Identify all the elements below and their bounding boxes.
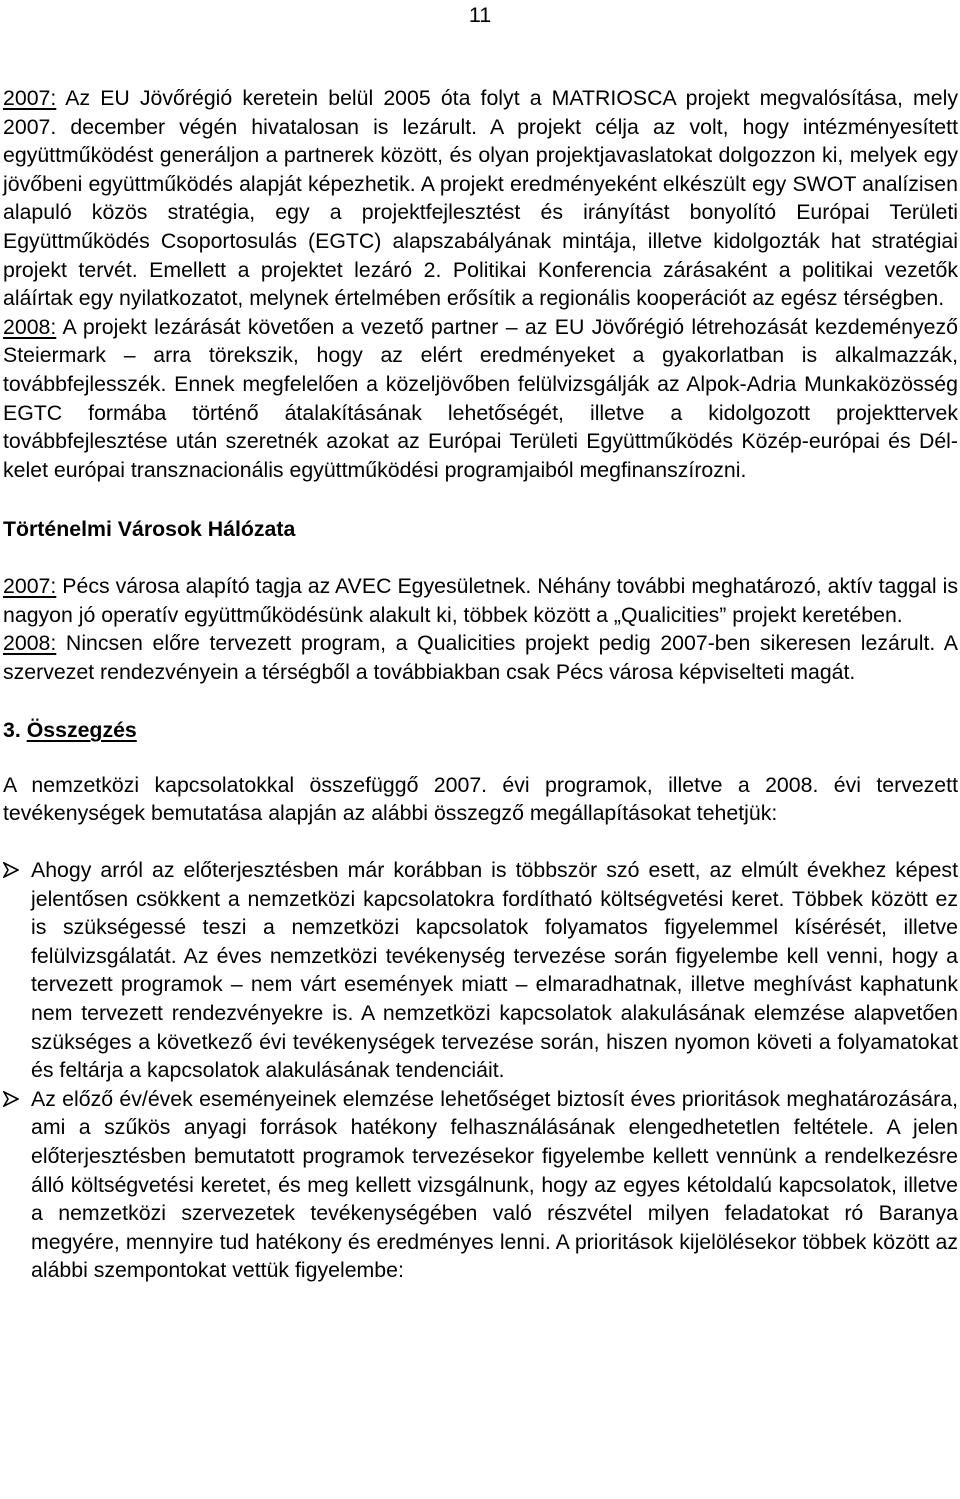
year-label-2008: 2008: (3, 314, 57, 339)
paragraph-text: Pécs városa alapító tagja az AVEC Egyesületnek. Néhány további meghatározó, aktív taggal is nagyon jó operatív együttműködésünk alakult ki, többek között a „Qualicities” projekt keretében. (3, 573, 958, 627)
heading-text: Történelmi Városok Hálózata (3, 517, 296, 542)
paragraph-eu-2008 (3, 313, 958, 485)
arrowhead-bullet-icon (3, 1091, 19, 1107)
list-item (3, 1085, 958, 1285)
paragraph-tv-2008 (3, 629, 958, 686)
section-heading-tortenelmi-varosok (3, 515, 958, 544)
heading-number: 3. (3, 718, 27, 743)
page-number: 11 (468, 3, 492, 27)
list-item-text: Ahogy arról az előterjesztésben már korábban is többször szó esett, az elmúlt évekhez képest jelentősen csökkent a nemzetközi kapcsolatokra fordítható költségvetési keret. Többek között ez is szükségessé teszi a nemzetközi kapcsolatok folyamatos figyelemmel kísérését, illetve felülvizsgálatát. Az éves nemzetközi tevékenység tervezése során figyelembe kell venni, hogy a tervezett programok – nem várt események miatt – elmaradhatnak, illetve meghívást kaphatunk nem tervezett rendezvényekre is. A nemzetközi kapcsolatok alakulásának elemzése alapvetően szükséges a következő évi tevékenységek tervezése során, hiszen nyomon követi a folyamatokat és feltárja a kapcsolatok alakulásának tendenciáit. (31, 858, 958, 1083)
paragraph-eu-2007 (3, 84, 958, 313)
document-body (3, 84, 958, 1285)
list-item-text: Az előző év/évek eseményeinek elemzése lehetőséget biztosít éves prioritások meghatározására, ami a szűkös anyagi források hatékony felhasználásának elengedhetetlen feltétele. A jelen előterjesztésben bemutatott programok tervezésekor figyelembe kellett vennünk a rendelkezésre álló költségvetési keretet, és meg kellett vizsgálnunk, hogy az egyes kétoldalú kapcsolatok, illetve a nemzetközi szervezetek tevékenységében való részvétel milyen feladatokat ró Baranya megyére, mennyire tud hatékony és eredményes lenni. A prioritások kijelölésekor többek között az alábbi szempontokat vettük figyelembe: (31, 1086, 958, 1283)
section-heading-osszegzes (3, 716, 958, 745)
year-label-2007: 2007: (3, 573, 57, 598)
summary-intro: A nemzetközi kapcsolatokkal összefüggő 2007. évi programok, illetve a 2008. évi tervezett tevékenységek bemutatása alapján az alábbi összegző megállapításokat tehetjük: (3, 772, 958, 826)
heading-text: Összegzés (26, 718, 137, 743)
summary-bullet-list (3, 856, 958, 1285)
year-label-2008: 2008: (3, 631, 57, 656)
paragraph-tv-2007 (3, 572, 958, 629)
arrowhead-bullet-icon (3, 862, 19, 878)
year-label-2007: 2007: (3, 86, 57, 110)
paragraph-text: A projekt lezárását követően a vezető partner – az EU Jövőrégió létrehozását kezdeményező Steiermark – arra törekszik, hogy az elért eredményeket a gyakorlatban is alkalmazzák, továbbfejlesszék. Ennek megfelelően a közeljövőben felülvizsgálják az Alpok-Adria Munkaközösség EGTC formába történő átalakításának lehetőségét, illetve a kidolgozott projekttervek továbbfejlesztése után szeretnék azokat az Európai Területi Együttműködés Közép-európai és Dél-kelet európai transznacionális együttműködési programjaiból megfinanszírozni. (3, 314, 958, 482)
paragraph-text: Az EU Jövőrégió keretein belül 2005 óta folyt a MATRIOSCA projekt megvalósítása, mely 2007. december végén hivatalosan is lezárult. A projekt célja az volt, hogy intézményesített együttműködést generáljon a partnerek között, és olyan projektjavaslatokat dolgozzon ki, melyek egy jövőbeni együttműködés alapját képezhetik. A projekt eredményeként elkészült egy SWOT analízisen alapuló közös stratégia, egy a projektfejlesztést és irányítást bonyolító Európai Területi Együttműködés Csoportosulás (EGTC) alapszabályának mintája, illetve kidolgozták hat stratégiai projekt tervét. Emellett a projektet lezáró 2. Politikai Konferencia zárásaként a politikai vezetők aláírtak egy nyilatkozatot, melynek értelmében erősítik a regionális kooperációt az egész térségben. (3, 86, 958, 311)
list-item (3, 856, 958, 1085)
paragraph-text: Nincsen előre tervezett program, a Qualicities projekt pedig 2007-ben sikeresen lezárult. A szervezet rendezvényein a térségből a továbbiakban csak Pécs városa képviselteti magát. (3, 631, 958, 684)
